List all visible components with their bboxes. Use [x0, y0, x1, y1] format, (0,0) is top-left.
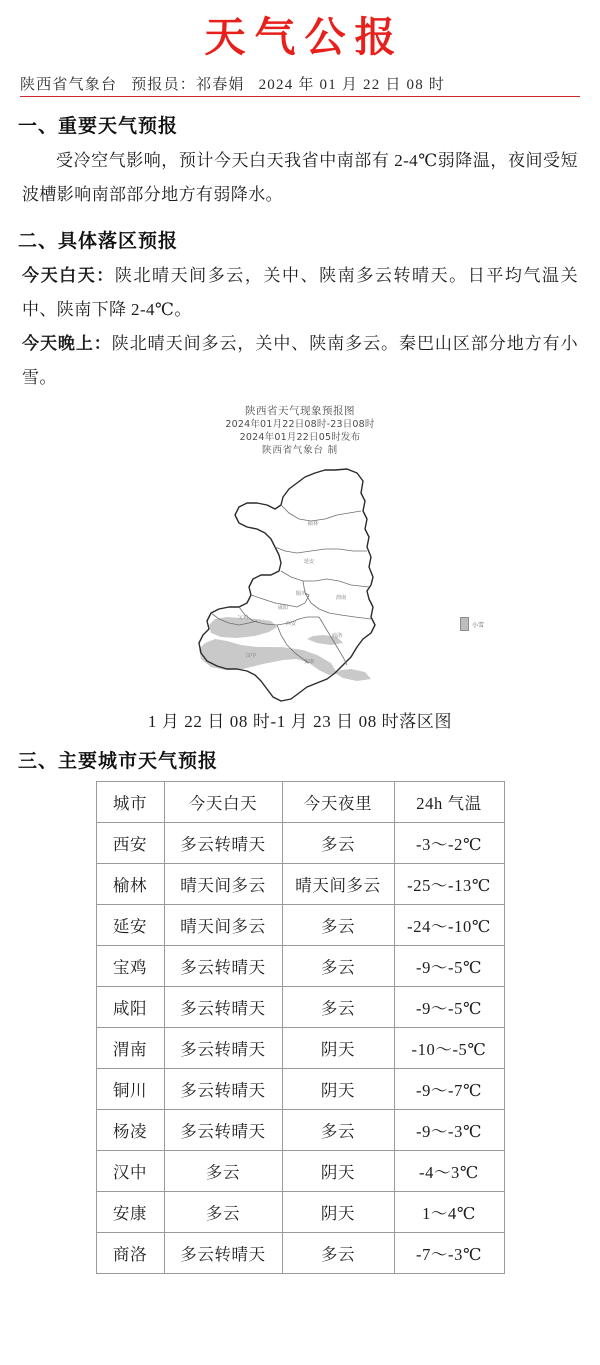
city-forecast-section: [0, 746, 600, 1274]
map-title-block: [0, 405, 600, 457]
svg-text:安康: 安康: [303, 659, 315, 666]
daytime-cell: 多云转晴天: [164, 1233, 282, 1274]
map-title-line-2: 2024年01月22日08时-23日08时: [225, 419, 375, 431]
table-row: [96, 1110, 504, 1151]
table-row: [96, 823, 504, 864]
temperature-cell: -25～-13℃: [394, 864, 504, 905]
table-row: [96, 987, 504, 1028]
temperature-cell: -7～-3℃: [394, 1233, 504, 1274]
temperature-cell: -9～-7℃: [394, 1069, 504, 1110]
daytime-label: 今天白天：: [22, 266, 115, 287]
city-cell: 渭南: [96, 1028, 164, 1069]
nighttime-cell: 多云: [282, 987, 394, 1028]
section-1-heading: 一、重要天气预报: [18, 115, 179, 138]
daytime-cell: 多云转晴天: [164, 1110, 282, 1151]
daytime-cell: 多云转晴天: [164, 987, 282, 1028]
table-body: [96, 782, 504, 1274]
city-cell: 商洛: [96, 1233, 164, 1274]
page-title: 天气公报: [204, 13, 405, 61]
nighttime-cell: 多云: [282, 1110, 394, 1151]
svg-text:商洛: 商洛: [331, 633, 343, 640]
shaanxi-province-map: [0, 467, 600, 705]
temperature-cell: -9～-5℃: [394, 987, 504, 1028]
daytime-cell: 多云: [164, 1192, 282, 1233]
nighttime-label: 今天晚上：: [22, 334, 112, 355]
daytime-text: 陕北晴天间多云，关中、陕南多云转晴天。日平均气温关中、陕南下降 2-4℃。: [22, 266, 579, 320]
nighttime-cell: 阴天: [282, 1028, 394, 1069]
header-subtitle: [20, 73, 580, 94]
temperature-cell: 1～4℃: [394, 1192, 504, 1233]
svg-text:宝鸡: 宝鸡: [237, 615, 249, 622]
table-row: [96, 1192, 504, 1233]
nighttime-cell: 阴天: [282, 1151, 394, 1192]
legend-swatch-light-snow: [460, 617, 469, 631]
city-cell: 汉中: [96, 1151, 164, 1192]
daytime-cell: 多云转晴天: [164, 1069, 282, 1110]
issuer-label: 陕西省气象台: [20, 77, 118, 94]
map-legend: [460, 617, 484, 631]
table-row: [96, 946, 504, 987]
table-row: [96, 905, 504, 946]
column-header-2: 今天夜里: [282, 782, 394, 823]
nighttime-cell: 多云: [282, 946, 394, 987]
svg-text:渭南: 渭南: [335, 595, 347, 602]
header-rule: [20, 73, 580, 97]
daytime-cell: 晴天间多云: [164, 905, 282, 946]
city-cell: 榆林: [96, 864, 164, 905]
nighttime-cell: 多云: [282, 1233, 394, 1274]
temperature-cell: -4～3℃: [394, 1151, 504, 1192]
section-2-daytime: [22, 259, 578, 327]
table-row: [96, 1151, 504, 1192]
map-svg: [185, 467, 415, 705]
nighttime-cell: 多云: [282, 823, 394, 864]
daytime-cell: 多云转晴天: [164, 1028, 282, 1069]
table-header-row: [96, 782, 504, 823]
daytime-cell: 多云转晴天: [164, 823, 282, 864]
table-row: [96, 1069, 504, 1110]
city-cell: 安康: [96, 1192, 164, 1233]
forecaster-label: 预报员：祁春娟: [131, 77, 245, 94]
column-header-0: 城市: [96, 782, 164, 823]
map-title-line-4: 陕西省气象台 制: [262, 445, 338, 457]
svg-text:咸阳: 咸阳: [277, 605, 289, 612]
nighttime-cell: 晴天间多云: [282, 864, 394, 905]
svg-text:汉中: 汉中: [245, 653, 257, 660]
map-title-line-3: 2024年01月22日05时发布: [239, 432, 361, 444]
svg-text:西安: 西安: [285, 621, 297, 628]
temperature-cell: -9～-3℃: [394, 1110, 504, 1151]
table-row: [96, 1028, 504, 1069]
city-cell: 铜川: [96, 1069, 164, 1110]
svg-text:铜川: 铜川: [295, 591, 307, 598]
city-cell: 西安: [96, 823, 164, 864]
section-2-nighttime: [22, 327, 578, 395]
temperature-cell: -9～-5℃: [394, 946, 504, 987]
table-row: [96, 1233, 504, 1274]
nighttime-cell: 阴天: [282, 1192, 394, 1233]
forecast-map-figure: [0, 405, 600, 705]
legend-label-light-snow: 小雪: [471, 621, 484, 629]
city-cell: 宝鸡: [96, 946, 164, 987]
table-row: [96, 864, 504, 905]
daytime-cell: 多云: [164, 1151, 282, 1192]
svg-text:延安: 延安: [303, 559, 315, 566]
svg-text:榆林: 榆林: [307, 521, 319, 528]
daytime-cell: 多云转晴天: [164, 946, 282, 987]
city-cell: 延安: [96, 905, 164, 946]
map-caption: 1 月 22 日 08 时-1 月 23 日 08 时落区图: [147, 712, 453, 732]
city-cell: 杨凌: [96, 1110, 164, 1151]
temperature-cell: -24～-10℃: [394, 905, 504, 946]
city-forecast-table: [96, 781, 505, 1274]
column-header-1: 今天白天: [164, 782, 282, 823]
daytime-cell: 晴天间多云: [164, 864, 282, 905]
section-1-body: 受冷空气影响，预计今天白天我省中南部有 2-4℃弱降温，夜间受短波槽影响南部部分地方有弱降水。: [22, 151, 578, 205]
nighttime-cell: 阴天: [282, 1069, 394, 1110]
column-header-3: 24h 气温: [394, 782, 504, 823]
section-2-heading: 二、具体落区预报: [18, 230, 179, 253]
map-title-line-1: 陕西省天气现象预报图: [245, 405, 355, 418]
issue-datetime: 2024 年 01 月 22 日 08 时: [258, 77, 446, 94]
city-cell: 咸阳: [96, 987, 164, 1028]
nighttime-text: 陕北晴天间多云，关中、陕南多云。秦巴山区部分地方有小雪。: [22, 334, 578, 388]
nighttime-cell: 多云: [282, 905, 394, 946]
prefecture-borders: [211, 505, 371, 665]
temperature-cell: -10～-5℃: [394, 1028, 504, 1069]
temperature-cell: -3～-2℃: [394, 823, 504, 864]
section-3-heading: 三、主要城市天气预报: [18, 750, 219, 773]
